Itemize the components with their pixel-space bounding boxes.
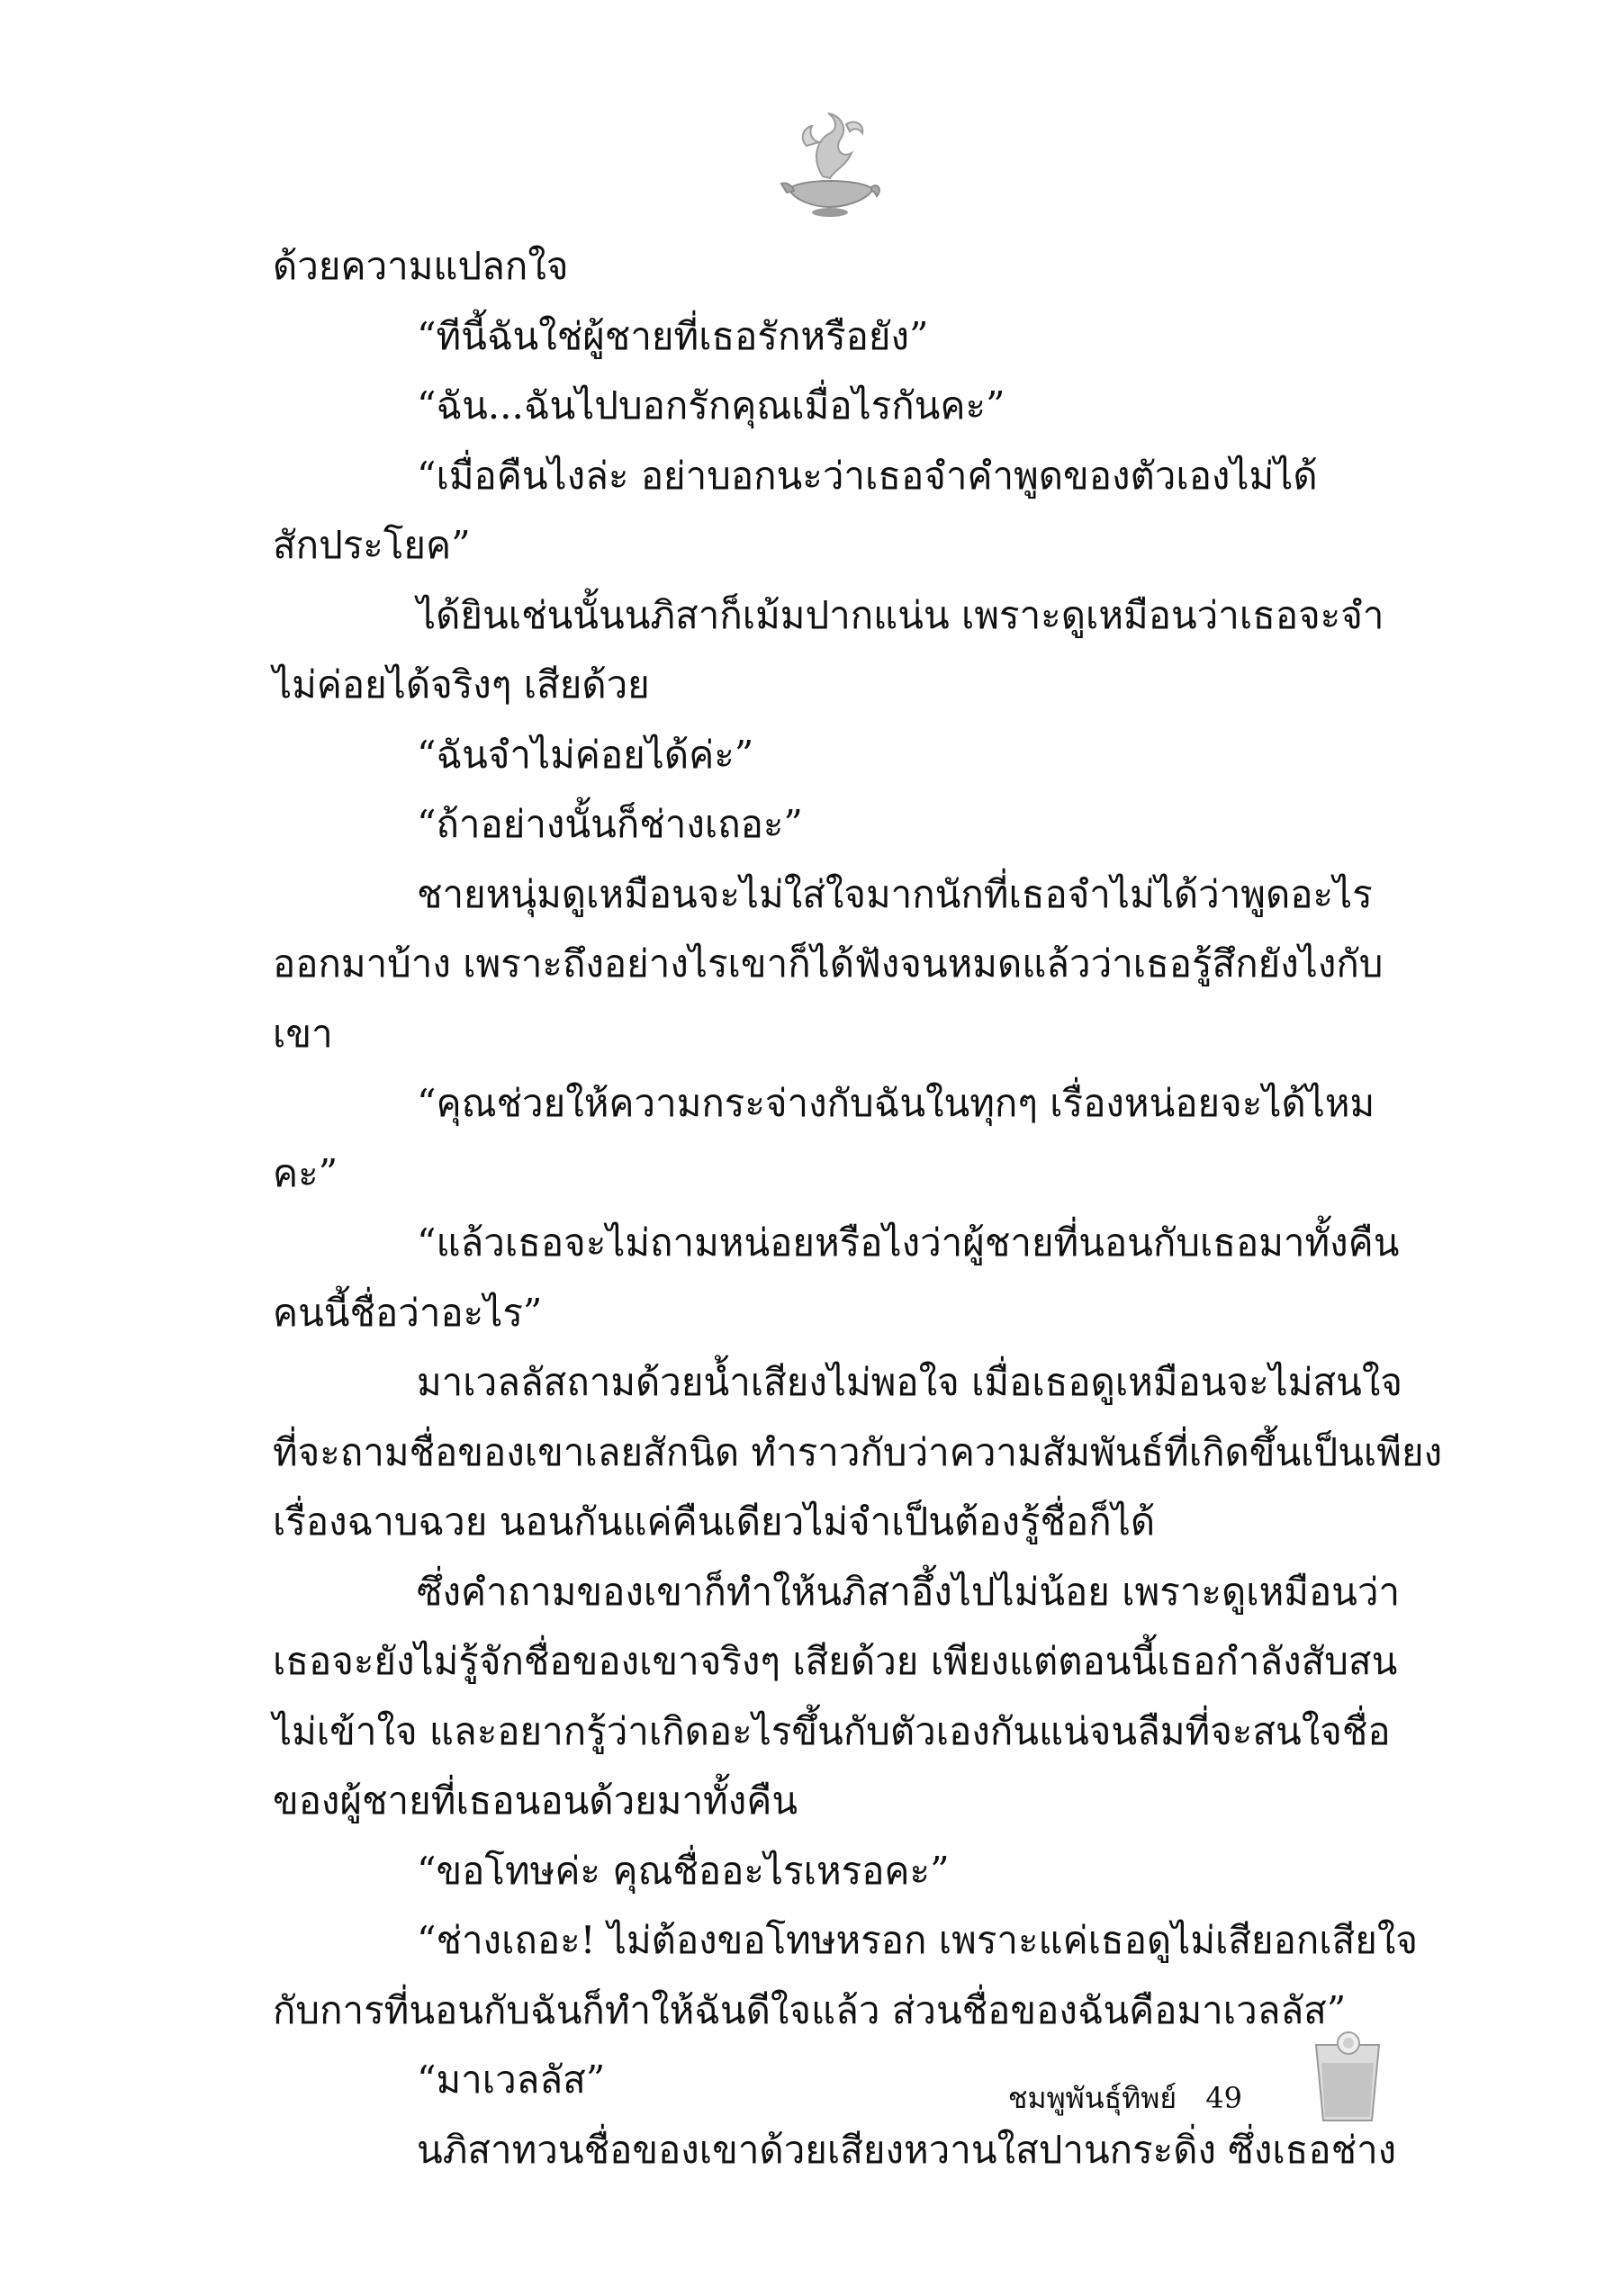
page-footer (972, 2075, 1242, 2121)
text-line: ไม่เข้าใจ และอยากรู้ว่าเกิดอะไรขึ้นกับตัวเองกันแน่จนลืมที่จะสนใจชื่อ (273, 1708, 1391, 1753)
text-line: “คุณช่วยให้ความกระจ่างกับฉันในทุกๆ เรื่องหน่อยจะได้ไหม (417, 1081, 1375, 1125)
book-title: ชมพูพันธุ์ทิพย์ (1007, 2081, 1177, 2115)
text-line: “แล้วเธอจะไม่ถามหน่อยหรือไงว่าผู้ชายที่นอนกับเธอมาทั้งคืน (417, 1220, 1400, 1265)
text-line: “ฉันจำไม่ค่อยได้ค่ะ” (417, 732, 754, 777)
magic-lamp-icon (776, 106, 884, 223)
text-line: เธอจะยังไม่รู้จักชื่อของเขาจริงๆ เสียด้วย เพียงแต่ตอนนี้เธอกำลังสับสน (273, 1639, 1398, 1683)
text-line: “ฉัน...ฉันไปบอกรักคุณเมื่อไรกันคะ” (417, 383, 1005, 428)
text-line: ออกมาบ้าง เพราะถึงอย่างไรเขาก็ได้ฟังจนหมดแล้วว่าเธอรู้สึกยังไงกับ (273, 941, 1384, 986)
text-line: มาเวลลัสถามด้วยน้ำเสียงไม่พอใจ เมื่อเธอดูเหมือนจะไม่สนใจ (417, 1360, 1402, 1404)
text-line: ไม่ค่อยได้จริงๆ เสียด้วย (273, 662, 650, 707)
text-line: กับการที่นอนกับฉันก็ทำให้ฉันดีใจแล้ว ส่วนชื่อของฉันคือมาเวลลัส” (273, 1987, 1347, 2032)
text-line: ที่จะถามชื่อของเขาเลยสักนิด ทำราวกับว่าความสัมพันธ์ที่เกิดขึ้นเป็นเพียง (273, 1429, 1443, 1474)
text-line: นภิสาทวนชื่อของเขาด้วยเสียงหวานใสปานกระดิ่ง ซึ่งเธอช่าง (417, 2127, 1397, 2172)
glass-icon (1307, 2027, 1388, 2126)
text-line: “ขอโทษค่ะ คุณชื่ออะไรเหรอคะ” (417, 1848, 950, 1893)
text-line: ซึ่งคำถามของเขาก็ทำให้นภิสาอึ้งไปไม่น้อย เพราะดูเหมือนว่า (417, 1569, 1401, 1614)
text-line: สักประโยค” (273, 523, 471, 567)
text-line: ของผู้ชายที่เธอนอนด้วยมาทั้งคืน (273, 1778, 798, 1823)
page-number: 49 (1205, 2081, 1242, 2115)
text-line: คนนี้ชื่อว่าอะไร” (273, 1290, 543, 1335)
text-line: “ทีนี้ฉันใช่ผู้ชายที่เธอรักหรือยัง” (417, 313, 929, 358)
text-line: “ช่างเถอะ! ไม่ต้องขอโทษหรอก เพราะแค่เธอดูไม่เสียอกเสียใจ (417, 1918, 1418, 1962)
text-line: เรื่องฉาบฉวย นอนกันแค่คืนเดียวไม่จำเป็นต้องรู้ชื่อก็ได้ (273, 1499, 1156, 1544)
text-line: “ถ้าอย่างนั้นก็ช่างเถอะ” (417, 802, 803, 846)
text-line: “เมื่อคืนไงล่ะ อย่าบอกนะว่าเธอจำคำพูดของตัวเองไม่ได้ (417, 453, 1318, 498)
text-line: ชายหนุ่มดูเหมือนจะไม่ใส่ใจมากนักที่เธอจำไม่ได้ว่าพูดอะไร (417, 871, 1373, 916)
text-line: คะ” (273, 1150, 338, 1195)
text-line: เขา (273, 1011, 333, 1056)
text-line: “มาเวลลัส” (417, 2057, 606, 2102)
text-line: ได้ยินเช่นนั้นนภิสาก็เม้มปากแน่น เพราะดูเหมือนว่าเธอจะจำ (417, 592, 1384, 637)
text-line: ด้วยความแปลกใจ (273, 244, 569, 288)
